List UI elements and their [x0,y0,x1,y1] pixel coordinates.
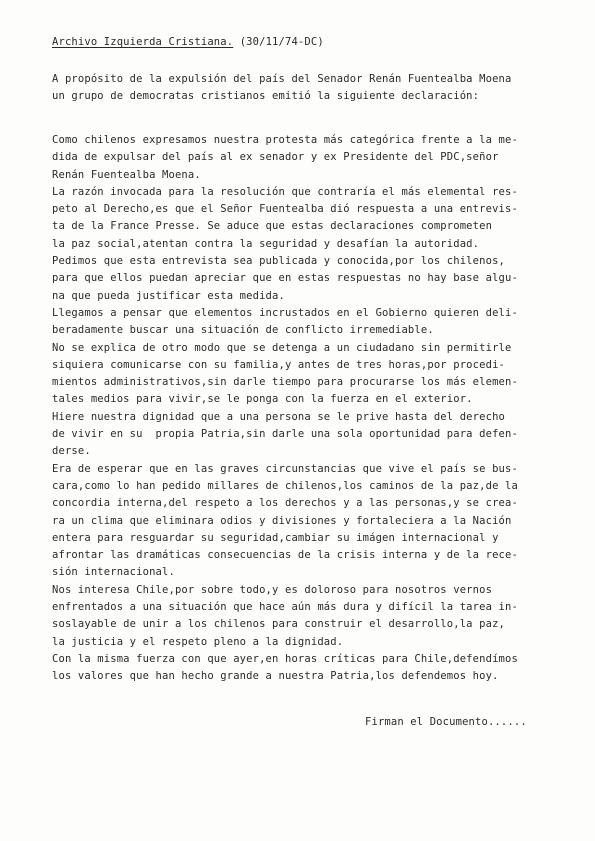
body-line: peto al Derecho,es que el Señor Fuentealba dió respuesta a una entrevis- [52,203,518,216]
body-line: los valores que han hecho grande a nuestra Patria,los defendemos hoy. [52,670,499,683]
body-line: Era de esperar que en las graves circunstancias que vive el país se bus- [52,462,518,475]
body-line: afrontar las dramáticas consecuencias de la crisis interna y de la rece- [52,549,518,562]
intro-paragraph [52,71,511,106]
body-line: mientos administrativos,sin darle tiempo para procurarse los más elemen- [52,376,518,389]
body-line: cara,como lo han pedido millares de chilenos,los caminos de la paz,de la [52,479,518,492]
intro-line: un grupo de democratas cristianos emitió la siguiente declaración: [52,90,480,103]
body-line: Llegamos a pensar que elementos incrustados en el Gobierno quieren deli- [52,306,518,319]
declaration-body [52,132,518,686]
intro-line: A propósito de la expulsión del país del Senador Renán Fuentealba Moena [52,73,512,85]
archive-reference: (30/11/74-DC) [239,36,324,48]
body-line: soslayable de unir a los chilenos para construir el desarrollo,la paz, [52,618,506,631]
body-line: beradamente buscar una situación de conflicto irremediable. [52,324,434,337]
body-line: Pedimos que esta entrevista sea publicada y conocida,por los chilenos, [52,255,506,268]
body-line: entera para resguardar su seguridad,cambiar su imágen internacional y [52,531,499,544]
document-header [52,36,324,48]
body-line: enfrentados a una situación que hace aún más dura y difícil la tarea in- [52,601,518,614]
body-line: Nos interesa Chile,por sobre todo,y es doloroso para nosotros vernos [52,583,493,596]
body-line: La razón invocada para la resolución que contraría el más elemental res- [52,185,518,198]
body-line: Como chilenos expresamos nuestra protesta más categórica frente a la me- [52,134,518,146]
body-line: siquiera comunicarse con su familia,y antes de tres horas,por procedi- [52,358,506,371]
signature-line: Firman el Documento...... [365,716,527,728]
body-line: concordia interna,del respeto a los derechos y a las personas,y se crea- [52,497,518,510]
body-line: la justicia y el respeto pleno a la dignidad. [52,635,344,648]
body-line: sión internacional. [52,566,175,579]
body-line: na que pueda justificar esta medida. [52,289,285,302]
body-line: ra un clima que eliminara odios y divisiones y fortaleciera a la Nación [52,514,512,527]
body-line: de vivir en su propia Patria,sin darle una sola oportunidad para defen- [52,428,518,441]
body-line: la paz social,atentan contra la seguridad y desafían la autoridad. [52,237,480,250]
body-line: Renán Fuentealba Moena. [52,168,201,181]
body-line: ta de la France Presse. Se aduce que estas declaraciones comprometen [52,220,493,233]
body-line: Con la misma fuerza con que ayer,en horas críticas para Chile,defendímos [52,652,518,665]
body-line: Hiere nuestra dignidad que a una persona se le prive hasta del derecho [52,410,506,423]
archive-label: Archivo Izquierda Cristiana. [52,36,234,48]
body-line: derse. [52,445,91,458]
body-line: dida de expulsar del país al ex senador y ex Presidente del PDC,señor [52,151,499,164]
body-line: tales medios para vivir,se le ponga con la fuerza en el exterior. [52,393,473,406]
body-line: para que ellos puedan apreciar que en estas respuestas no hay base algu- [52,272,518,285]
body-line: No se explica de otro modo que se detenga a un ciudadano sin permitirle [52,341,512,354]
